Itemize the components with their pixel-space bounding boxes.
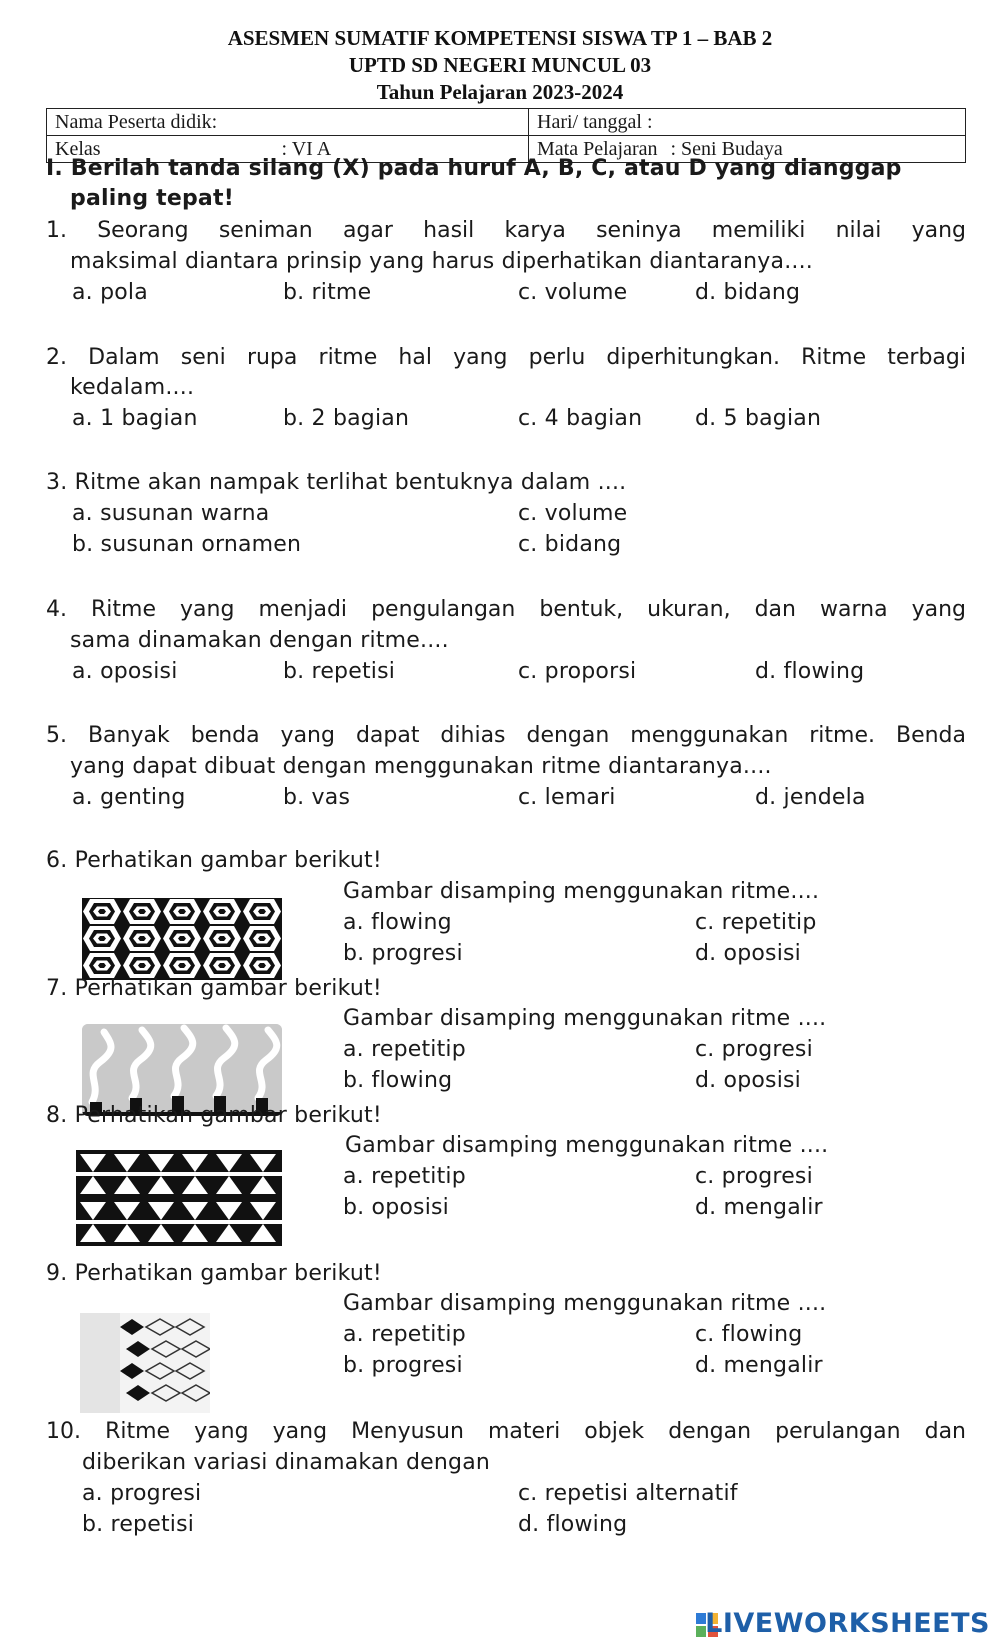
q10-option-b[interactable]: b. repetisi <box>82 1512 195 1537</box>
q5-option-c[interactable]: c. lemari <box>518 785 616 810</box>
q4-option-a[interactable]: a. oposisi <box>72 659 178 684</box>
q10-option-a[interactable]: a. progresi <box>82 1481 202 1506</box>
class-label: Kelas <box>55 138 101 160</box>
question-7-text: 7. Perhatikan gambar berikut! <box>46 976 382 1001</box>
q7-option-c[interactable]: c. progresi <box>695 1037 813 1062</box>
q6-prompt: Gambar disamping menggunakan ritme.... <box>343 879 820 904</box>
q5-option-b[interactable]: b. vas <box>283 785 351 810</box>
q10-option-c[interactable]: c. repetisi alternatif <box>518 1481 738 1506</box>
question-5-text: 5. Banyak benda yang dapat dihias dengan menggunakan ritme. Benda <box>46 723 966 748</box>
q9-option-c[interactable]: c. flowing <box>695 1322 803 1347</box>
date-field[interactable] <box>529 109 966 136</box>
question-4-text: 4. Ritme yang menjadi pengulangan bentuk, ukuran, dan warna yang <box>46 597 966 622</box>
q5-option-d[interactable]: d. jendela <box>755 785 866 810</box>
instruction-line-1: I. Berilah tanda silang (X) pada huruf A, B, C, atau D yang dianggap <box>46 156 902 181</box>
subject-label: Mata Pelajaran <box>537 138 658 160</box>
q6-option-b[interactable]: b. progresi <box>343 941 463 966</box>
triangle-pattern-image <box>76 1150 282 1246</box>
question-8-text: 8. Perhatikan gambar berikut! <box>46 1103 382 1128</box>
question-5-text-cont: yang dapat dibuat dengan menggunakan ritme diantaranya.... <box>70 754 772 779</box>
q9-option-b[interactable]: b. progresi <box>343 1353 463 1378</box>
question-4-text-cont: sama dinamakan dengan ritme.... <box>70 628 449 653</box>
class-value: : VI A <box>281 138 332 160</box>
q7-option-a[interactable]: a. repetitip <box>343 1037 466 1062</box>
q6-option-a[interactable]: a. flowing <box>343 910 452 935</box>
subject-value: : Seni Budaya <box>670 138 783 160</box>
question-2-text-cont: kedalam.... <box>70 375 195 400</box>
q4-option-d[interactable]: d. flowing <box>755 659 865 684</box>
q2-option-c[interactable]: c. 4 bagian <box>518 406 643 431</box>
q4-option-b[interactable]: b. repetisi <box>283 659 396 684</box>
question-3-text: 3. Ritme akan nampak terlihat bentuknya dalam .... <box>46 470 627 495</box>
q10-option-d[interactable]: d. flowing <box>518 1512 628 1537</box>
q3-option-d[interactable]: c. bidang <box>518 532 622 557</box>
q1-option-c[interactable]: c. volume <box>518 280 628 305</box>
q1-option-d[interactable]: d. bidang <box>695 280 801 305</box>
instruction-line-2: paling tepat! <box>70 186 234 211</box>
exam-title: ASESMEN SUMATIF KOMPETENSI SISWA TP 1 – BAB 2 <box>227 26 773 50</box>
q3-option-c[interactable]: c. volume <box>518 501 628 526</box>
student-info-table <box>46 108 966 163</box>
q7-prompt: Gambar disamping menggunakan ritme .... <box>343 1006 827 1031</box>
school-year: Tahun Pelajaran 2023-2024 <box>376 80 624 104</box>
q6-option-c[interactable]: c. repetitip <box>695 910 817 935</box>
q8-option-c[interactable]: c. progresi <box>695 1164 813 1189</box>
q3-option-b[interactable]: b. susunan ornamen <box>72 532 302 557</box>
question-10-text-cont: diberikan variasi dinamakan dengan <box>82 1450 491 1475</box>
q2-option-b[interactable]: b. 2 bagian <box>283 406 410 431</box>
q1-option-b[interactable]: b. ritme <box>283 280 372 305</box>
q1-option-a[interactable]: a. pola <box>72 280 148 305</box>
q5-option-a[interactable]: a. genting <box>72 785 186 810</box>
q2-option-d[interactable]: d. 5 bagian <box>695 406 822 431</box>
q9-option-a[interactable]: a. repetitip <box>343 1322 466 1347</box>
student-name-label: Nama Peserta didik: <box>55 111 218 133</box>
school-name: UPTD SD NEGERI MUNCUL 03 <box>348 53 652 77</box>
q2-option-a[interactable]: a. 1 bagian <box>72 406 198 431</box>
question-1-text: 1. Seorang seniman agar hasil karya seninya memiliki nilai yang <box>46 218 966 243</box>
question-10-text: 10. Ritme yang yang Menyusun materi objek dengan perulangan dan <box>46 1419 966 1444</box>
diamond-pattern-image <box>80 1313 210 1413</box>
q4-option-c[interactable]: c. proporsi <box>518 659 637 684</box>
q8-option-b[interactable]: b. oposisi <box>343 1195 449 1220</box>
q9-option-d[interactable]: d. mengalir <box>695 1353 823 1378</box>
question-2-text: 2. Dalam seni rupa ritme hal yang perlu diperhitungkan. Ritme terbagi <box>46 345 966 370</box>
q8-prompt: Gambar disamping menggunakan ritme .... <box>345 1133 829 1158</box>
student-name-field[interactable] <box>47 109 529 136</box>
question-1-text-cont: maksimal diantara prinsip yang harus diperhatikan diantaranya.... <box>70 249 813 274</box>
q3-option-a[interactable]: a. susunan warna <box>72 501 270 526</box>
q7-option-d[interactable]: d. oposisi <box>695 1068 801 1093</box>
question-9-text: 9. Perhatikan gambar berikut! <box>46 1261 382 1286</box>
hexagon-pattern-image <box>82 898 282 980</box>
liveworksheets-brand: LIVEWORKSHEETS <box>705 1608 990 1639</box>
q6-option-d[interactable]: d. oposisi <box>695 941 801 966</box>
q7-option-b[interactable]: b. flowing <box>343 1068 453 1093</box>
date-label: Hari/ tanggal : <box>537 111 653 133</box>
q8-option-d[interactable]: d. mengalir <box>695 1195 823 1220</box>
q9-prompt: Gambar disamping menggunakan ritme .... <box>343 1291 827 1316</box>
question-6-text: 6. Perhatikan gambar berikut! <box>46 848 382 873</box>
q8-option-a[interactable]: a. repetitip <box>343 1164 466 1189</box>
